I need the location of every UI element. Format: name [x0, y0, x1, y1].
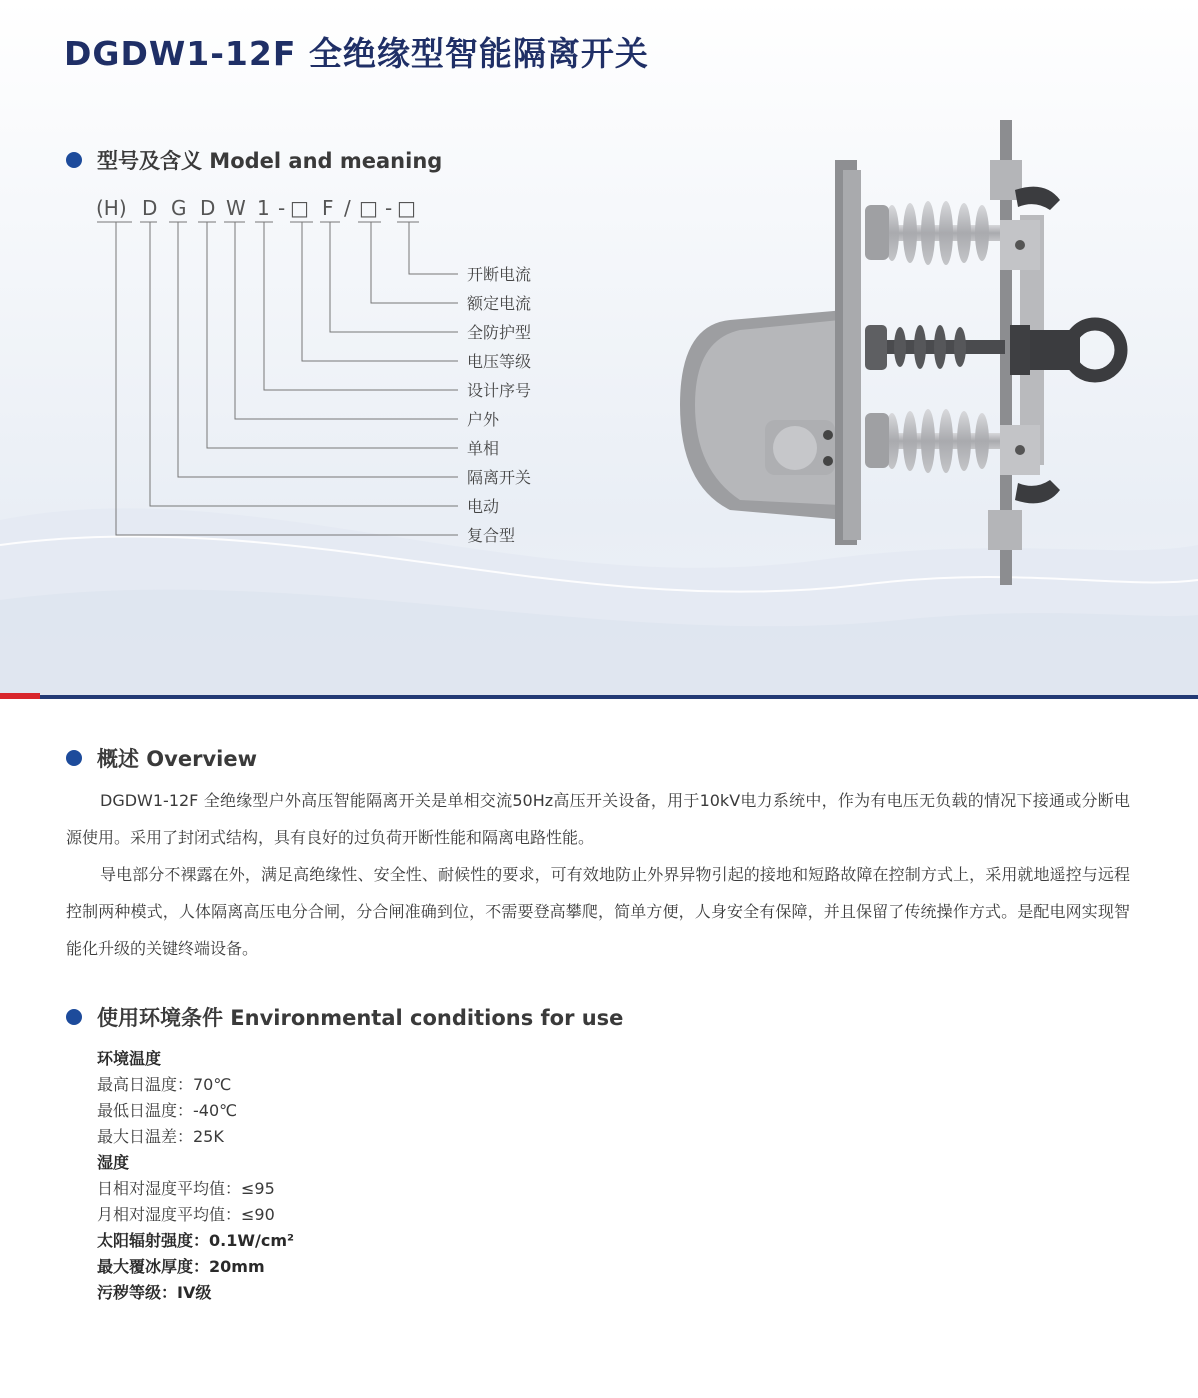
section-divider [0, 695, 1198, 699]
env-conditions [97, 1046, 294, 1306]
overview-paragraph-1: DGDW1-12F 全绝缘型户外高压智能隔离开关是单相交流50Hz高压开关设备，用于10kV电力系统中，作为有电压无负载的情况下接通或分断电源使用。采用了封闭式结构，具有良好的过负荷开断性能和隔离电路性能。 [66, 791, 1130, 847]
env-temp-heading: 环境温度 [97, 1049, 162, 1068]
meaning-outdoor: 户外 [467, 410, 500, 429]
section-overview-heading [66, 743, 257, 773]
bullet-dot [66, 750, 82, 766]
meaning-voltage-level: 电压等级 [467, 352, 532, 371]
env-humidity-month: 月相对湿度平均值：≤90 [97, 1205, 275, 1224]
code-part-d1: D [142, 196, 158, 220]
env-pollution-level: 污秽等级：IV级 [97, 1283, 212, 1302]
overview-paragraph-2: 导电部分不裸露在外，满足高绝缘性、安全性、耐候性的要求，可有效地防止外界异物引起的接地和短路故障在控制方式上，采用就地遥控与远程控制两种模式，人体隔离高压电分合闸，分合闸准确到位，不需要登高攀爬，简单方便，人身安全有保障，并且保留了传统操作方式。是配电网实现智能化升级的关键终端设备。 [66, 865, 1130, 958]
meaning-composite: 复合型 [467, 526, 516, 545]
section-env-heading [66, 1002, 623, 1032]
bullet-dot [66, 1009, 82, 1025]
code-part-h: (H) [96, 196, 127, 220]
code-part-1: 1 [257, 196, 270, 220]
meaning-electric: 电动 [467, 497, 500, 516]
section-overview-title: 概述 Overview [97, 747, 257, 771]
env-temp-diff: 最大日温差：25K [97, 1127, 224, 1146]
code-part-w: W [226, 196, 246, 220]
code-part-d2: D [200, 196, 216, 220]
code-part-box3: □ [397, 196, 416, 220]
code-part-f: F [322, 196, 334, 220]
env-humidity-day: 日相对湿度平均值：≤95 [97, 1179, 275, 1198]
meaning-single-phase: 单相 [467, 439, 500, 458]
section-env-title: 使用环境条件 Environmental conditions for use [97, 1006, 624, 1030]
section-model-title: 型号及含义 Model and meaning [97, 149, 443, 173]
code-part-box1: □ [290, 196, 309, 220]
section-divider-accent [0, 693, 40, 699]
env-temp-max: 最高日温度：70℃ [97, 1075, 232, 1094]
env-ice-thickness: 最大覆冰厚度：20mm [97, 1257, 265, 1276]
meaning-full-protection: 全防护型 [467, 323, 532, 342]
meaning-design-number: 设计序号 [467, 381, 532, 400]
env-temp-min: 最低日温度：-40℃ [97, 1101, 238, 1120]
code-part-g: G [171, 196, 187, 220]
env-solar-radiation: 太阳辐射强度：0.1W/cm² [97, 1231, 295, 1250]
page-title: DGDW1-12F 全绝缘型智能隔离开关 [64, 34, 649, 73]
product-image [670, 115, 1140, 585]
code-part-box2: □ [359, 196, 378, 220]
meaning-isolator: 隔离开关 [467, 468, 532, 487]
overview-text [66, 782, 1130, 967]
env-humidity-heading: 湿度 [97, 1153, 130, 1172]
code-part-slash: / [344, 196, 351, 220]
meaning-rated-current: 额定电流 [467, 294, 532, 313]
code-part-dash2: - [385, 196, 393, 220]
code-part-dash1: - [278, 196, 286, 220]
meaning-breaking-current: 开断电流 [467, 265, 532, 284]
